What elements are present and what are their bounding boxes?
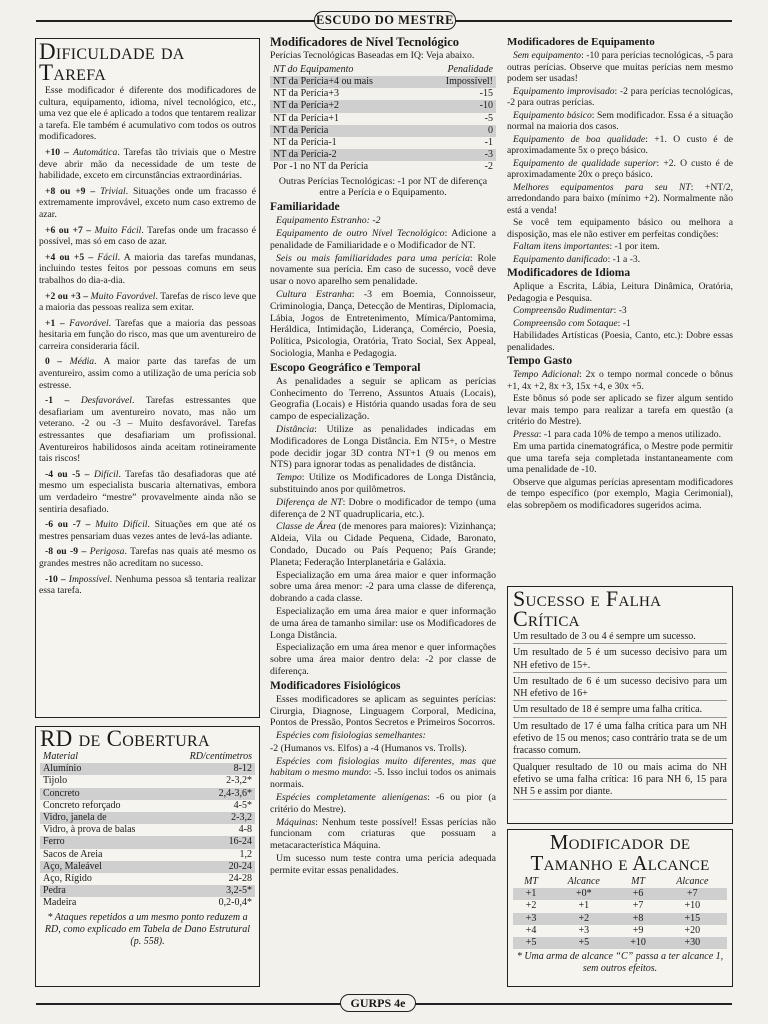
dificuldade-entry-modifier: -8 ou -9 – — [45, 546, 90, 558]
nivel-tec-table — [270, 64, 496, 174]
table-row — [40, 873, 255, 885]
dificuldade-entry — [39, 395, 256, 465]
nt-cell: NT da Perícia — [270, 125, 420, 137]
alcance-cell: +0* — [549, 888, 618, 900]
nt-cell: NT da Perícia-1 — [273, 137, 337, 149]
dificuldade-entry — [39, 546, 256, 569]
nt-cell: Por -1 no NT da Perícia — [273, 161, 369, 173]
table-row — [513, 925, 727, 937]
sucesso-title: Sucesso e Falha Crítica — [513, 586, 662, 631]
dificuldade-entry-name: Favorável — [69, 317, 109, 329]
equip-l2-text: : -2 para perícias tecnológicas, -2 para outras perícias. — [507, 85, 733, 108]
dificuldade-entry — [39, 225, 256, 248]
dificuldade-entry-text: . Tarefas de risco leve que a maioria das pessoas realiza sem exitar. — [39, 290, 256, 314]
sucesso-line: Um resultado de 18 é sempre uma falha crítica. — [513, 704, 727, 717]
page-title: ESCUDO DO MESTRE — [314, 11, 456, 30]
dificuldade-entry-name: Muito Favorável — [90, 290, 156, 302]
fisio-p2: Espécies com fisiologias semelhantes: — [276, 730, 426, 742]
tempo-p4: Em uma partida cinematográfica, o Mestre pode permitir que uma tarefa seja completada instantaneamente com uma penalidade de -10. — [507, 441, 733, 475]
tamanho-table — [513, 876, 727, 949]
dificuldade-intro: Esse modificador é diferente dos modificadores de cultura, equipamento, idioma, nível tecnológico, etc., uma vez que ele é aplicado a todos que tentarem realizar a tarefa. Ele também é acumulativo com todos os outros modificadores. — [39, 85, 256, 143]
dificuldade-entry-text: . Nenhuma pessoa sã tentaria realizar essa tarefa. — [39, 573, 256, 597]
idioma-p1: Aplique a Escrita, Lábia, Leitura Dinâmica, Oratória, Pedagogia e Pesquisa. — [507, 281, 733, 304]
dificuldade-entry-text: . A maior parte das tarefas de um aventureiro, assim como a utilização de uma perícia sob estresse. — [39, 356, 256, 391]
fisio-p1: Esses modificadores se aplicam as seguintes perícias: Cirurgia, Diagnose, Linguagem Corporal, Medicina, Pontos de Pressão, Pontos Secretos e Primeiros Socorros. — [270, 693, 496, 729]
cobertura-note: * Ataques repetidos a um mesmo ponto reduzem a RD, como explicado em Tabela de Dano Estrutural (p. 558). — [44, 911, 251, 947]
rd-cell: 20-24 — [167, 861, 255, 873]
equip-l9-label: Equipamento danificado — [513, 253, 608, 265]
sucesso-line: Qualquer resultado de 10 ou mais acima do NH efetivo se uma falha crítica: 16 para NH 6, 15 para NH 5 e assim por diante. — [513, 762, 727, 800]
fisio-p4-label: Espécies completamente alienígenas — [276, 792, 428, 804]
escopo-p3-text: : Utilize os Modificadores de Longa Distância, substituindo anos por quilômetros. — [270, 472, 496, 495]
dificuldade-entry-text: . A maioria das tarefas mundanas, incluindo testes feitos por pessoas comuns em seus trabalhos do dia-a-dia. — [39, 251, 256, 286]
equip-l4-label: Equipamento de boa qualidade — [513, 133, 646, 145]
table-row — [40, 885, 255, 897]
rd-cell: 4-5* — [233, 799, 252, 811]
alcance-cell: +1 — [578, 900, 590, 912]
dificuldade-entry-name: Difícil — [93, 468, 119, 480]
penalty-cell: -5 — [484, 112, 493, 124]
tempo-p3-text: : -1 para cada 10% de tempo a menos utilizado. — [538, 428, 721, 440]
idioma-p2-label: Compreensão Rudimentar — [513, 305, 614, 316]
fam3-label: Seis ou mais familiaridades para uma perícia — [276, 252, 470, 264]
table-row — [270, 149, 496, 161]
fisio-title: Modificadores Fisiológicos — [270, 679, 401, 692]
dificuldade-entry-modifier: +2 ou +3 – — [45, 290, 91, 302]
rd-cell: 1,2 — [239, 848, 252, 860]
middle-column — [270, 34, 496, 878]
penalty-cell: -10 — [420, 100, 496, 112]
fisio-p4-text: : -6 ou pior (a critério do Mestre). — [270, 792, 496, 815]
penalty-cell: -1 — [484, 137, 493, 149]
dificuldade-entry — [39, 186, 256, 221]
alcance-cell: +5 — [549, 937, 618, 949]
idioma-p4: Habilidades Artísticas (Poesia, Canto, etc.): Dobre essas penalidades. — [507, 330, 733, 353]
equip-l5-text: : +2. O custo é de aproximadamente 20x o preço básico. — [507, 157, 733, 180]
escopo-p4-text: : Dobre o modificador de tempo (uma diferença de 2 NT quadruplicaria, etc.). — [270, 496, 496, 520]
mt-cell: +8 — [618, 913, 657, 925]
cobertura-header-rd: RD/centímetros — [189, 751, 252, 762]
dificuldade-entry-name: Trivial — [100, 185, 126, 197]
dificuldade-entry-modifier: -1 – — [45, 395, 81, 407]
dificuldade-entry-name: Fácil — [97, 251, 118, 263]
mt-cell: +10 — [618, 937, 657, 949]
tam-h2: MT — [631, 876, 645, 887]
dificuldade-entry-name: Muito Fácil — [94, 224, 142, 236]
dificuldade-entry-modifier: -10 – — [45, 573, 69, 585]
dificuldade-entry — [39, 318, 256, 353]
sucesso-box — [507, 586, 733, 824]
table-row — [40, 824, 255, 836]
dificuldade-entry-modifier: +4 ou +5 – — [45, 251, 98, 263]
fam2-text: : Adicione a penalidade de Familiaridade e o Modificador de NT. — [270, 228, 497, 251]
material-cell: Madeira — [43, 897, 77, 909]
rd-cell: 2-3,2 — [167, 812, 255, 824]
rd-cell: 24-28 — [228, 873, 252, 885]
table-row — [40, 775, 255, 787]
equip-l1-label: Sem equipamento — [513, 50, 582, 61]
alcance-cell: +2 — [549, 913, 618, 925]
table-row — [513, 913, 727, 925]
dificuldade-box — [35, 38, 260, 718]
nt-cell: NT da Perícia+4 ou mais — [270, 76, 420, 88]
equip-l7: Se você tem equipamento básico ou melhora a disposição, mas ele não estiver em perfeitas condições: — [507, 217, 733, 240]
nt-header-equip: NT do Equipamento — [273, 63, 354, 75]
fisio-p3-label: Espécies com fisiologias muito diferentes, mas que habitam o mesmo mundo — [270, 755, 496, 779]
dificuldade-entry-name: Automática — [73, 146, 118, 158]
familiaridade-title: Familiaridade — [270, 201, 340, 214]
dificuldade-entry — [39, 291, 256, 314]
dificuldade-entry-modifier: -6 ou -7 – — [45, 519, 96, 531]
escopo-p7: Especialização em uma área maior e quer informação de uma área de tamanho similar: use os Modificadores de Longa Distância. — [270, 605, 496, 641]
equip-l1-text: : -10 para perícias tecnológicas, -5 para outras perícias. Observe que muitas perícias nem mesmo podem ser usadas! — [507, 50, 733, 84]
equip-l6-text: : +NT/2, arredondando para baixo (mínimo +2). Normalmente não está a venda! — [507, 181, 733, 216]
tempo-p5: Observe que algumas perícias apresentam modificadores de tempo específico (por exemplo, Magia Cerimonial), elas sobrepõem os modificadores sugeridos acima. — [507, 476, 733, 511]
table-row — [270, 88, 496, 100]
dificuldade-entry — [39, 147, 256, 182]
tamanho-box — [507, 829, 733, 987]
mt-cell: +5 — [513, 937, 549, 949]
nt-cell: NT da Perícia+1 — [273, 112, 339, 124]
mt-cell: +6 — [618, 888, 657, 900]
material-cell: Vidro, janela de — [40, 812, 167, 824]
table-row — [513, 888, 727, 900]
sucesso-line: Um resultado de 3 ou 4 é sempre um sucesso. — [513, 631, 727, 644]
idioma-title: Modificadores de Idioma — [507, 267, 631, 279]
dificuldade-entry-text: . Tarefas que a maioria das pessoas hesitaria em função do risco, mas que um aventureiro de carreira consideraria fácil. — [39, 317, 256, 352]
table-row — [270, 161, 496, 173]
material-cell: Pedra — [40, 885, 167, 897]
fam4-text: : -3 em Boemia, Connoisseur, Criminologia, Dança, Detecção de Mentiras, Diplomacia, Lábia, Jogos de Entretenimento, Mímica/Pantomima, Heráldica, Intimidação, Liderança, Comércio, Poesia, Política, Psicologia, Oratória, Trato Social, Sex Appeal, Sociologia, Manha e Pedagogia. — [270, 289, 496, 359]
alcance-cell: +3 — [578, 924, 590, 936]
penalty-cell: -3 — [420, 149, 496, 161]
idioma-p2-text: : -3 — [613, 305, 627, 316]
escopo-p6: Especialização em uma área maior e quer informação sobre uma área menor: -2 para uma classe de diferença, dobrando a cada classe. — [270, 569, 496, 605]
table-row — [40, 849, 255, 861]
fisio-p5-label: Máquinas — [276, 816, 316, 828]
table-row — [513, 937, 727, 949]
dificuldade-entry — [39, 356, 256, 391]
tamanho-title: Modificador de Tamanho e Alcance — [530, 830, 710, 875]
dificuldade-entry-text: . Tarefas estressantes que desafiariam um aventureiro novato, mas não um veterano. -2 ou -3 – Muito desfavorável. Tarefas estressantes que desafiariam um profissional. Aventureiros habilidosos ainda aceitam rotineiramente tais riscos! — [39, 395, 256, 465]
dificuldade-entry — [39, 574, 256, 597]
rd-cell: 4-8 — [238, 824, 252, 836]
dificuldade-title: Dificuldade da Tarefa — [39, 39, 185, 85]
tamanho-note: * Uma arma de alcance “C” passa a ter alcance 1, sem outros efeitos. — [516, 951, 724, 975]
equip-l3-label: Equipamento básico — [513, 109, 592, 121]
alcance-cell: +15 — [658, 913, 727, 925]
tam-h0: MT — [524, 876, 538, 887]
penalty-cell: -15 — [479, 88, 493, 100]
right-column — [507, 34, 733, 512]
nivel-tec-after: Outras Perícias Tecnológicas: -1 por NT de diferença entre a Perícia e o Equipamento. — [278, 175, 488, 199]
rd-cell: 2,4-3,6* — [167, 788, 255, 800]
tam-h3: Alcance — [676, 876, 709, 887]
dificuldade-entry-name: Impossível — [68, 573, 110, 585]
equip-l8-label: Faltam itens importantes — [513, 241, 610, 252]
fisio-p2b: -2 (Humanos vs. Elfos) a -4 (Humanos vs. Trolls). — [270, 742, 467, 754]
fisio-p6: Um sucesso num teste contra uma perícia adequada permite evitar essas penalidades. — [270, 853, 496, 876]
sucesso-line: Um resultado de 17 é uma falha crítica para um NH efetivo de 15 ou menos; caso contrário trata se de um fracasso comum. — [513, 721, 727, 759]
material-cell: Concreto reforçado — [43, 799, 121, 811]
table-row — [513, 900, 727, 912]
alcance-cell: +7 — [658, 888, 727, 900]
material-cell: Aço, Maleável — [40, 861, 167, 873]
fisio-p3-text: : -5. Isso inclui todos os animais normais. — [270, 767, 496, 791]
mt-cell: +2 — [525, 900, 537, 912]
dificuldade-entry-text: . Tarefas nas quais até mesmo os grandes mestres não acreditam no sucesso. — [39, 546, 256, 569]
escopo-title: Escopo Geográfico e Temporal — [270, 361, 421, 374]
equip-l5-label: Equipamento de qualidade superior — [513, 157, 657, 169]
equip-l3-text: : Sem modificador. Essa é a situação normal na maioria dos casos. — [507, 109, 733, 132]
escopo-p3-label: Tempo — [276, 472, 302, 484]
table-row — [270, 137, 496, 149]
tempo-title: Tempo Gasto — [507, 355, 573, 367]
table-row — [40, 897, 255, 909]
tempo-p1-label: Tempo Adicional — [513, 369, 580, 380]
fisio-p5-text: : Nenhum teste possível! Essas perícias não funcionam com criaturas que possuam a metacaracterística Máquina. — [270, 816, 496, 852]
rd-cell: 3,2-5* — [167, 885, 255, 897]
table-row — [40, 763, 255, 775]
mt-cell: +7 — [632, 900, 644, 912]
rd-cell: 2-3,2* — [226, 775, 252, 787]
material-cell: Ferro — [40, 836, 167, 848]
rd-cell: 8-12 — [167, 763, 255, 775]
material-cell: Sacos de Areia — [43, 848, 103, 860]
cobertura-header-material: Material — [43, 751, 78, 762]
material-cell: Alumínio — [40, 763, 167, 775]
equip-l8-text: : -1 por item. — [609, 241, 660, 252]
dificuldade-entry — [39, 469, 256, 515]
cobertura-box — [35, 726, 260, 987]
dificuldade-entry-name: Perigosa — [89, 546, 125, 558]
dificuldade-entry-name: Desfavorável — [80, 395, 132, 407]
tam-h1: Alcance — [567, 876, 600, 887]
rd-cell: 0,2-0,4* — [218, 897, 252, 909]
mt-cell: +3 — [513, 913, 549, 925]
escopo-p8: Especialização em uma área menor e quer informações sobre uma área maior dentro dela: -2 por classe de diferença. — [270, 642, 496, 677]
escopo-p5-label: Classe de Área — [276, 521, 336, 533]
dificuldade-entry-modifier: +10 – — [45, 146, 74, 158]
mt-cell: +4 — [525, 924, 537, 936]
nivel-tec-title: Modificadores de Nível Tecnológico — [270, 35, 459, 49]
escopo-p4-label: Diferença de NT — [276, 496, 343, 508]
escopo-p5-text: (de menores para maiores): Vizinhança; Aldeia, Vila ou Cidade Pequena, Cidade, Baronato, Condado, Ducado ou País Pequeno; País Grande; Planeta; Federação Interplanetária e Galáxia. — [270, 521, 496, 568]
tempo-p2: Este bônus só pode ser aplicado se fizer algum sentido levar mais tempo para realizar a tarefa em questão (a critério do Mestre). — [507, 393, 733, 427]
sucesso-line: Um resultado de 5 é um sucesso decisivo para um NH efetivo de 15+. — [513, 647, 727, 673]
table-row — [40, 836, 255, 848]
dificuldade-entry-text: . Situações em que até os mestres pensariam duas vezes antes de levá-las adiante. — [39, 519, 256, 542]
material-cell: Concreto — [40, 788, 167, 800]
nt-header-penalidade: Penalidade — [447, 63, 493, 75]
equip-l6-label: Melhores equipamentos para seu NT — [513, 181, 691, 193]
equip-title: Modificadores de Equipamento — [507, 36, 655, 48]
nt-cell: NT da Perícia+3 — [273, 88, 339, 100]
nt-cell: NT da Perícia-2 — [270, 149, 420, 161]
idioma-p3-label: Compreensão com Sotaque — [513, 317, 618, 329]
tempo-p1-text: : 2x o tempo normal concede o bônus +1, 4x +2, 8x +3, 15x +4, e 30x +5. — [507, 369, 734, 392]
fam4-label: Cultura Estranha — [276, 289, 352, 300]
dificuldade-entry-text: . Tarefas tão desafiadoras que até mesmo um especialista buscaria alternativas, embora um verdadeiro “mestre” provavelmente ainda não se sentiria desafiado. — [39, 468, 256, 515]
table-row — [270, 76, 496, 88]
dificuldade-entry-text: . Tarefas onde um fracasso é possível, mas só em caso de azar. — [39, 224, 256, 248]
table-row — [40, 800, 255, 812]
idioma-p3-text: : -1 — [617, 317, 631, 329]
material-cell: Vidro, à prova de balas — [43, 824, 136, 836]
nivel-tec-subtitle: Perícias Tecnológicas Baseadas em IQ: Veja abaixo. — [270, 50, 475, 61]
dificuldade-entry-modifier: -4 ou -5 – — [45, 468, 94, 480]
dificuldade-entry-modifier: +6 ou +7 – — [45, 224, 95, 236]
cobertura-table — [40, 751, 255, 910]
table-row — [270, 100, 496, 112]
table-row — [270, 113, 496, 125]
nt-cell: NT da Perícia+2 — [270, 100, 420, 112]
penalty-cell: 0 — [420, 125, 496, 137]
escopo-p1: As penalidades a seguir se aplicam as perícias Conhecimento do Terreno, Assuntos Atuais (Locais), Geografia (Locais) e História quando usadas fora de seu campo de especialização. — [270, 375, 496, 423]
mt-cell: +9 — [632, 924, 644, 936]
equip-l9-text: : -1 a -3. — [607, 253, 641, 265]
penalty-cell: -2 — [484, 161, 493, 173]
dificuldade-entry-modifier: +8 ou +9 – — [45, 185, 101, 197]
escopo-p2-label: Distância — [276, 423, 315, 435]
dificuldade-entry-name: Muito Difícil — [95, 519, 148, 531]
material-cell: Tijolo — [43, 775, 68, 787]
table-row — [40, 861, 255, 873]
mt-cell: +1 — [513, 888, 549, 900]
dificuldade-entry — [39, 519, 256, 542]
alcance-cell: +20 — [684, 924, 701, 936]
rd-cell: 16-24 — [167, 836, 255, 848]
escopo-p2-text: : Utilize as penalidades indicadas em Modificadores de Longa Distância. Em NT5+, o Mestre pode decidir jogar 3D contra NT+1 (9 ou menos em NTS) para ignorar todas as penalidades de distância. — [270, 423, 496, 471]
fam3-text: : Role novamente sua perícia. Em caso de sucesso, você deve usar o novo aparelho sem penalidade. — [270, 252, 496, 288]
footer-label: GURPS 4e — [340, 994, 416, 1012]
equip-l4-text: : +1. O custo é de aproximadamente 5x o preço básico. — [507, 133, 733, 156]
dificuldade-entry-modifier: 0 – — [45, 356, 70, 368]
cobertura-title: RD de Cobertura — [40, 726, 210, 751]
table-row — [270, 125, 496, 137]
alcance-cell: +10 — [684, 900, 701, 912]
equip-l2-label: Equipamento improvisado — [513, 85, 615, 97]
dificuldade-entry-text: . Situações onde um fracasso é extremamente improvável, exceto num caso extremo de azar. — [39, 185, 256, 220]
table-row — [40, 812, 255, 824]
penalty-cell: Impossível! — [420, 76, 496, 88]
material-cell: Aço, Rígido — [43, 873, 92, 885]
tempo-p3-label: Pressa — [513, 428, 539, 440]
dificuldade-entry — [39, 252, 256, 287]
dificuldade-entry-name: Média — [69, 356, 95, 368]
sucesso-line: Um resultado de 6 é um sucesso decisivo para um NH efetivo de 16+ — [513, 676, 727, 702]
fam2-label: Equipamento de outro Nível Tecnológico — [276, 228, 445, 240]
dificuldade-entry-text: . Tarefas tão triviais que o Mestre deve abrir mão da necessidade de um teste de habilidade, exceto em circunstâncias extraordinárias. — [39, 146, 256, 182]
dificuldade-entry-modifier: +1 – — [45, 317, 70, 329]
fam1: Equipamento Estranho: -2 — [276, 215, 381, 227]
table-row — [40, 788, 255, 800]
alcance-cell: +30 — [658, 937, 727, 949]
